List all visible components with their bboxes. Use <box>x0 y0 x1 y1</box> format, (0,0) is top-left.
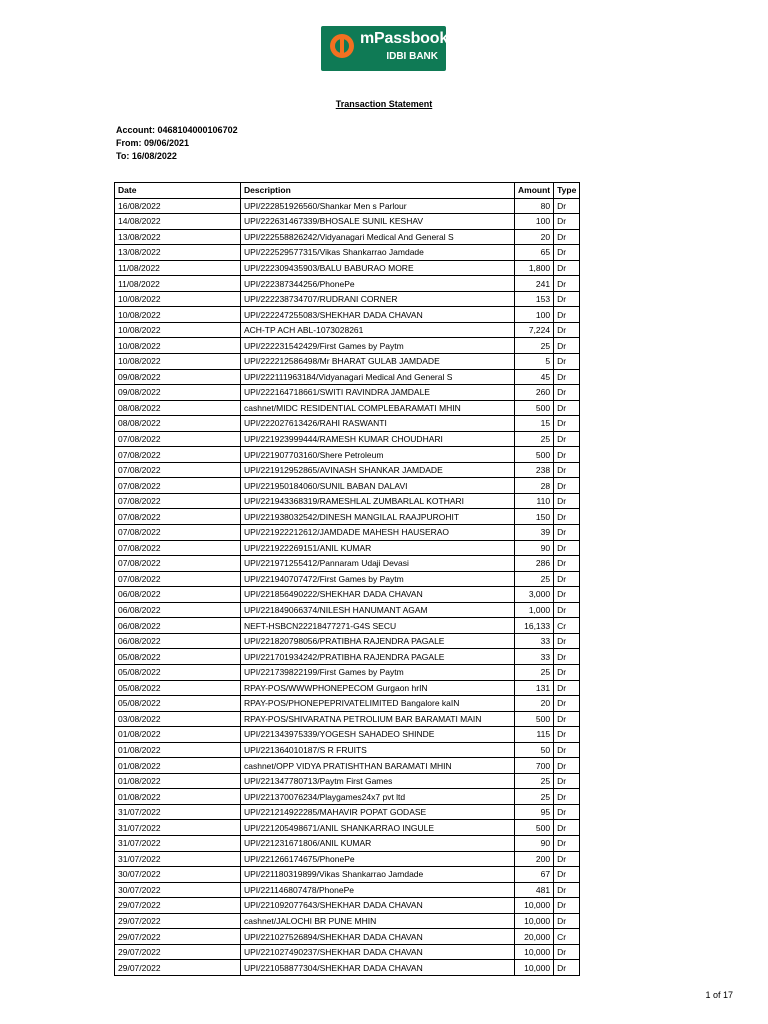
cell-date: 05/08/2022 <box>115 696 241 712</box>
cell-description: UPI/221146807478/PhonePe <box>241 882 515 898</box>
cell-amount: 25 <box>515 571 554 587</box>
cell-amount: 10,000 <box>515 944 554 960</box>
cell-amount: 25 <box>515 664 554 680</box>
cell-description: UPI/221940707472/First Games by Paytm <box>241 571 515 587</box>
cell-type: Dr <box>554 509 580 525</box>
cell-type: Dr <box>554 493 580 509</box>
table-row <box>115 882 580 898</box>
cell-description: UPI/221266174675/PhonePe <box>241 851 515 867</box>
cell-description: UPI/221971255412/Pannaram Udaji Devasi <box>241 556 515 572</box>
cell-amount: 500 <box>515 447 554 463</box>
cell-type: Dr <box>554 602 580 618</box>
cell-description: UPI/222529577315/Vikas Shankarrao Jamdade <box>241 245 515 261</box>
cell-type: Dr <box>554 773 580 789</box>
cell-type: Dr <box>554 758 580 774</box>
cell-description: UPI/221950184060/SUNIL BABAN DALAVI <box>241 478 515 494</box>
cell-description: UPI/221856490222/SHEKHAR DADA CHAVAN <box>241 587 515 603</box>
cell-description: UPI/221027490237/SHEKHAR DADA CHAVAN <box>241 944 515 960</box>
cell-type: Dr <box>554 633 580 649</box>
cell-description: UPI/222212586498/Mr BHARAT GULAB JAMDADE <box>241 354 515 370</box>
cell-amount: 33 <box>515 633 554 649</box>
cell-amount: 67 <box>515 867 554 883</box>
table-row <box>115 929 580 945</box>
cell-description: UPI/222231542429/First Games by Paytm <box>241 338 515 354</box>
table-row <box>115 867 580 883</box>
cell-date: 29/07/2022 <box>115 929 241 945</box>
cell-date: 07/08/2022 <box>115 556 241 572</box>
cell-date: 31/07/2022 <box>115 835 241 851</box>
table-row <box>115 680 580 696</box>
cell-type: Dr <box>554 742 580 758</box>
cell-amount: 286 <box>515 556 554 572</box>
table-row <box>115 835 580 851</box>
cell-date: 06/08/2022 <box>115 602 241 618</box>
cell-type: Dr <box>554 462 580 478</box>
cell-amount: 5 <box>515 354 554 370</box>
table-row <box>115 540 580 556</box>
cell-description: UPI/221820798056/PRATIBHA RAJENDRA PAGALE <box>241 633 515 649</box>
cell-description: UPI/221943368319/RAMESHLAL ZUMBARLAL KOTHARI <box>241 493 515 509</box>
cell-date: 14/08/2022 <box>115 214 241 230</box>
cell-type: Dr <box>554 696 580 712</box>
cell-description: UPI/222387344256/PhonePe <box>241 276 515 292</box>
account-info <box>116 124 238 163</box>
table-row <box>115 773 580 789</box>
cell-date: 16/08/2022 <box>115 198 241 214</box>
cell-amount: 16,133 <box>515 618 554 634</box>
cell-description: UPI/221205498671/ANIL SHANKARRAO INGULE <box>241 820 515 836</box>
page-number: 1 of 17 <box>705 990 733 1000</box>
cell-date: 29/07/2022 <box>115 913 241 929</box>
cell-description: UPI/221058877304/SHEKHAR DADA CHAVAN <box>241 960 515 976</box>
statement-title: Transaction Statement <box>335 99 433 109</box>
cell-description: UPI/221739822199/First Games by Paytm <box>241 664 515 680</box>
cell-description: UPI/221922212612/JAMDADE MAHESH HAUSERAO <box>241 525 515 541</box>
cell-description: RPAY-POS/PHONEPEPRIVATELIMITED Bangalore kaIN <box>241 696 515 712</box>
cell-amount: 95 <box>515 804 554 820</box>
from-date: From: 09/06/2021 <box>116 138 190 148</box>
cell-date: 31/07/2022 <box>115 851 241 867</box>
table-row <box>115 229 580 245</box>
table-row <box>115 400 580 416</box>
table-row <box>115 322 580 338</box>
mpassbook-logo <box>321 26 449 71</box>
cell-type: Dr <box>554 447 580 463</box>
cell-type: Dr <box>554 820 580 836</box>
column-header-description: Description <box>241 183 515 199</box>
cell-type: Dr <box>554 478 580 494</box>
table-row <box>115 789 580 805</box>
cell-date: 07/08/2022 <box>115 571 241 587</box>
cell-date: 07/08/2022 <box>115 447 241 463</box>
cell-description: UPI/222027613426/RAHI RASWANTI <box>241 416 515 432</box>
cell-date: 10/08/2022 <box>115 338 241 354</box>
cell-description: UPI/221912952865/AVINASH SHANKAR JAMDADE <box>241 462 515 478</box>
cell-amount: 50 <box>515 742 554 758</box>
cell-amount: 65 <box>515 245 554 261</box>
cell-type: Cr <box>554 929 580 945</box>
cell-date: 08/08/2022 <box>115 416 241 432</box>
cell-type: Dr <box>554 245 580 261</box>
cell-amount: 260 <box>515 385 554 401</box>
cell-date: 13/08/2022 <box>115 229 241 245</box>
cell-description: UPI/222309435903/BALU BABURAO MORE <box>241 260 515 276</box>
cell-type: Dr <box>554 369 580 385</box>
cell-date: 13/08/2022 <box>115 245 241 261</box>
idbi-emblem-icon <box>330 34 354 58</box>
table-row <box>115 509 580 525</box>
cell-date: 05/08/2022 <box>115 680 241 696</box>
cell-type: Dr <box>554 556 580 572</box>
cell-amount: 25 <box>515 789 554 805</box>
cell-type: Dr <box>554 960 580 976</box>
cell-description: UPI/222111963184/Vidyanagari Medical And General S <box>241 369 515 385</box>
table-row <box>115 307 580 323</box>
table-row <box>115 913 580 929</box>
cell-amount: 481 <box>515 882 554 898</box>
cell-date: 07/08/2022 <box>115 540 241 556</box>
table-row <box>115 556 580 572</box>
cell-date: 01/08/2022 <box>115 758 241 774</box>
cell-type: Dr <box>554 198 580 214</box>
cell-amount: 20,000 <box>515 929 554 945</box>
cell-type: Dr <box>554 276 580 292</box>
cell-date: 07/08/2022 <box>115 509 241 525</box>
cell-type: Dr <box>554 416 580 432</box>
table-row <box>115 462 580 478</box>
table-row <box>115 602 580 618</box>
cell-amount: 10,000 <box>515 898 554 914</box>
cell-description: UPI/222851926560/Shankar Men s Parlour <box>241 198 515 214</box>
column-header-date: Date <box>115 183 241 199</box>
cell-date: 05/08/2022 <box>115 664 241 680</box>
cell-amount: 200 <box>515 851 554 867</box>
table-row <box>115 804 580 820</box>
cell-description: UPI/221231671806/ANIL KUMAR <box>241 835 515 851</box>
logo-bank-text: IDBI BANK <box>386 51 438 62</box>
cell-amount: 131 <box>515 680 554 696</box>
cell-date: 29/07/2022 <box>115 944 241 960</box>
table-row <box>115 338 580 354</box>
cell-amount: 500 <box>515 400 554 416</box>
cell-amount: 33 <box>515 649 554 665</box>
table-row <box>115 960 580 976</box>
table-row <box>115 260 580 276</box>
cell-description: UPI/221364010187/S R FRUITS <box>241 742 515 758</box>
cell-amount: 25 <box>515 431 554 447</box>
table-header-row <box>115 183 580 199</box>
cell-description: UPI/221092077643/SHEKHAR DADA CHAVAN <box>241 898 515 914</box>
cell-amount: 700 <box>515 758 554 774</box>
cell-type: Dr <box>554 431 580 447</box>
cell-type: Dr <box>554 649 580 665</box>
cell-description: RPAY-POS/SHIVARATNA PETROLIUM BAR BARAMATI MAIN <box>241 711 515 727</box>
table-row <box>115 664 580 680</box>
table-row <box>115 571 580 587</box>
cell-date: 06/08/2022 <box>115 618 241 634</box>
cell-amount: 150 <box>515 509 554 525</box>
cell-date: 31/07/2022 <box>115 804 241 820</box>
cell-type: Dr <box>554 867 580 883</box>
cell-type: Dr <box>554 898 580 914</box>
table-row <box>115 758 580 774</box>
cell-date: 08/08/2022 <box>115 400 241 416</box>
cell-description: ACH-TP ACH ABL-1073028261 <box>241 322 515 338</box>
cell-description: UPI/222247255083/SHEKHAR DADA CHAVAN <box>241 307 515 323</box>
cell-type: Cr <box>554 618 580 634</box>
cell-description: UPI/221214922285/MAHAVIR POPAT GODASE <box>241 804 515 820</box>
table-row <box>115 291 580 307</box>
cell-date: 30/07/2022 <box>115 867 241 883</box>
cell-description: UPI/221922269151/ANIL KUMAR <box>241 540 515 556</box>
table-row <box>115 618 580 634</box>
table-row <box>115 276 580 292</box>
table-row <box>115 385 580 401</box>
cell-type: Dr <box>554 400 580 416</box>
cell-amount: 115 <box>515 727 554 743</box>
cell-type: Dr <box>554 789 580 805</box>
cell-type: Dr <box>554 882 580 898</box>
cell-type: Dr <box>554 540 580 556</box>
cell-date: 07/08/2022 <box>115 478 241 494</box>
cell-description: NEFT-HSBCN22218477271-G4S SECU <box>241 618 515 634</box>
table-row <box>115 416 580 432</box>
cell-description: cashnet/OPP VIDYA PRATISHTHAN BARAMATI MHIN <box>241 758 515 774</box>
cell-date: 06/08/2022 <box>115 633 241 649</box>
cell-description: cashnet/MIDC RESIDENTIAL COMPLEBARAMATI MHIN <box>241 400 515 416</box>
table-row <box>115 587 580 603</box>
cell-description: UPI/221347780713/Paytm First Games <box>241 773 515 789</box>
cell-description: UPI/221938032542/DINESH MANGILAL RAAJPUROHIT <box>241 509 515 525</box>
table-row <box>115 493 580 509</box>
cell-amount: 39 <box>515 525 554 541</box>
column-header-type: Type <box>554 183 580 199</box>
cell-date: 10/08/2022 <box>115 354 241 370</box>
cell-description: UPI/222164718661/SWITI RAVINDRA JAMDALE <box>241 385 515 401</box>
cell-description: UPI/222558826242/Vidyanagari Medical And General S <box>241 229 515 245</box>
cell-description: UPI/221027526894/SHEKHAR DADA CHAVAN <box>241 929 515 945</box>
cell-type: Dr <box>554 944 580 960</box>
cell-date: 11/08/2022 <box>115 276 241 292</box>
cell-date: 07/08/2022 <box>115 493 241 509</box>
cell-amount: 7,224 <box>515 322 554 338</box>
table-row <box>115 898 580 914</box>
cell-amount: 28 <box>515 478 554 494</box>
table-row <box>115 711 580 727</box>
cell-date: 31/07/2022 <box>115 820 241 836</box>
table-row <box>115 525 580 541</box>
cell-date: 01/08/2022 <box>115 773 241 789</box>
cell-type: Dr <box>554 664 580 680</box>
cell-amount: 238 <box>515 462 554 478</box>
cell-date: 07/08/2022 <box>115 431 241 447</box>
table-row <box>115 944 580 960</box>
cell-amount: 90 <box>515 835 554 851</box>
cell-amount: 100 <box>515 214 554 230</box>
cell-type: Dr <box>554 571 580 587</box>
cell-type: Dr <box>554 587 580 603</box>
cell-description: UPI/222631467339/BHOSALE SUNIL KESHAV <box>241 214 515 230</box>
cell-type: Dr <box>554 804 580 820</box>
table-row <box>115 649 580 665</box>
table-row <box>115 851 580 867</box>
cell-description: UPI/221180319899/Vikas Shankarrao Jamdade <box>241 867 515 883</box>
table-row <box>115 431 580 447</box>
cell-amount: 20 <box>515 229 554 245</box>
cell-date: 10/08/2022 <box>115 322 241 338</box>
cell-amount: 80 <box>515 198 554 214</box>
cell-type: Dr <box>554 385 580 401</box>
transactions-table <box>114 182 580 976</box>
cell-date: 29/07/2022 <box>115 960 241 976</box>
cell-date: 09/08/2022 <box>115 385 241 401</box>
cell-date: 09/08/2022 <box>115 369 241 385</box>
cell-description: UPI/221907703160/Shere Petroleum <box>241 447 515 463</box>
cell-amount: 1,000 <box>515 602 554 618</box>
table-row <box>115 633 580 649</box>
table-row <box>115 727 580 743</box>
cell-date: 01/08/2022 <box>115 789 241 805</box>
cell-type: Dr <box>554 338 580 354</box>
cell-amount: 25 <box>515 773 554 789</box>
cell-type: Dr <box>554 291 580 307</box>
cell-amount: 500 <box>515 711 554 727</box>
cell-amount: 153 <box>515 291 554 307</box>
cell-date: 05/08/2022 <box>115 649 241 665</box>
cell-amount: 15 <box>515 416 554 432</box>
cell-amount: 10,000 <box>515 960 554 976</box>
cell-type: Dr <box>554 260 580 276</box>
table-row <box>115 354 580 370</box>
table-row <box>115 214 580 230</box>
table-row <box>115 447 580 463</box>
table-row <box>115 198 580 214</box>
account-number: Account: 0468104000106702 <box>116 125 238 135</box>
cell-type: Dr <box>554 913 580 929</box>
cell-description: UPI/221923999444/RAMESH KUMAR CHOUDHARI <box>241 431 515 447</box>
cell-date: 07/08/2022 <box>115 525 241 541</box>
cell-date: 11/08/2022 <box>115 260 241 276</box>
cell-type: Dr <box>554 835 580 851</box>
cell-date: 07/08/2022 <box>115 462 241 478</box>
cell-amount: 10,000 <box>515 913 554 929</box>
cell-type: Dr <box>554 322 580 338</box>
table-row <box>115 742 580 758</box>
table-row <box>115 478 580 494</box>
cell-description: UPI/221701934242/PRATIBHA RAJENDRA PAGALE <box>241 649 515 665</box>
cell-date: 06/08/2022 <box>115 587 241 603</box>
cell-date: 30/07/2022 <box>115 882 241 898</box>
cell-amount: 25 <box>515 338 554 354</box>
cell-amount: 1,800 <box>515 260 554 276</box>
cell-amount: 90 <box>515 540 554 556</box>
table-row <box>115 696 580 712</box>
cell-type: Dr <box>554 680 580 696</box>
cell-amount: 45 <box>515 369 554 385</box>
cell-date: 10/08/2022 <box>115 307 241 323</box>
logo-brand-text: mPassbook <box>360 30 449 47</box>
cell-date: 10/08/2022 <box>115 291 241 307</box>
table-row <box>115 369 580 385</box>
cell-type: Dr <box>554 229 580 245</box>
cell-description: UPI/221343975339/YOGESH SAHADEO SHINDE <box>241 727 515 743</box>
cell-type: Dr <box>554 525 580 541</box>
cell-description: RPAY-POS/WWWPHONEPECOM Gurgaon hrIN <box>241 680 515 696</box>
cell-type: Dr <box>554 851 580 867</box>
table-row <box>115 820 580 836</box>
cell-amount: 100 <box>515 307 554 323</box>
cell-type: Dr <box>554 307 580 323</box>
to-date: To: 16/08/2022 <box>116 151 177 161</box>
cell-description: UPI/221370076234/Playgames24x7 pvt ltd <box>241 789 515 805</box>
cell-description: cashnet/JALOCHI BR PUNE MHIN <box>241 913 515 929</box>
cell-amount: 500 <box>515 820 554 836</box>
cell-amount: 3,000 <box>515 587 554 603</box>
cell-date: 01/08/2022 <box>115 742 241 758</box>
cell-amount: 20 <box>515 696 554 712</box>
cell-type: Dr <box>554 727 580 743</box>
cell-type: Dr <box>554 354 580 370</box>
cell-description: UPI/221849066374/NILESH HANUMANT AGAM <box>241 602 515 618</box>
cell-date: 03/08/2022 <box>115 711 241 727</box>
column-header-amount: Amount <box>515 183 554 199</box>
cell-date: 29/07/2022 <box>115 898 241 914</box>
cell-amount: 110 <box>515 493 554 509</box>
cell-amount: 241 <box>515 276 554 292</box>
cell-date: 01/08/2022 <box>115 727 241 743</box>
cell-type: Dr <box>554 711 580 727</box>
table-row <box>115 245 580 261</box>
cell-description: UPI/222238734707/RUDRANI CORNER <box>241 291 515 307</box>
cell-type: Dr <box>554 214 580 230</box>
